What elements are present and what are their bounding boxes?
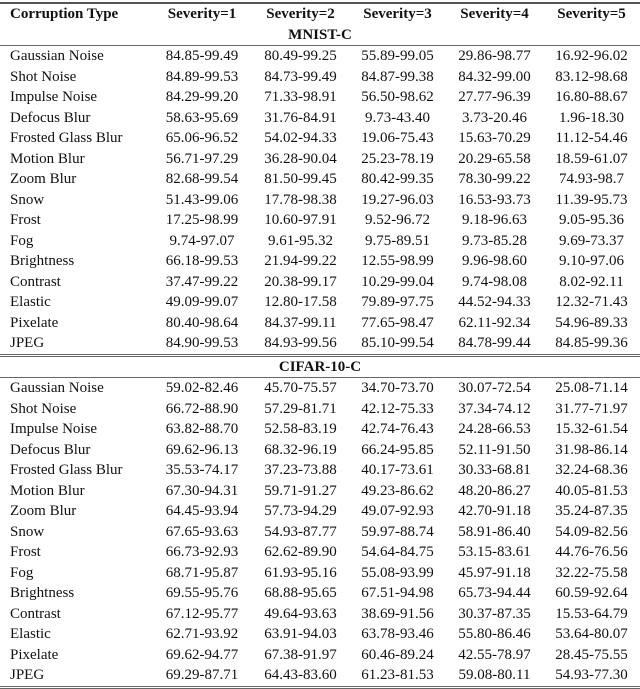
severity-5-cell: 31.77-71.97: [555, 400, 628, 417]
corruption-type-cell: Elastic: [10, 626, 51, 642]
severity-4-cell: 84.32-99.00: [458, 68, 531, 85]
severity-2-cell: 31.76-84.91: [264, 109, 337, 126]
table-row: [0, 604, 640, 625]
severity-5-cell: 8.02-92.11: [559, 273, 624, 290]
severity-1-cell: 84.85-99.49: [165, 48, 239, 64]
severity-1-cell: 66.18-99.53: [165, 253, 239, 269]
corruption-type-cell: Brightness: [10, 585, 75, 601]
severity-3-cell: 40.17-73.61: [361, 462, 434, 478]
corruption-type-cell: Impulse Noise: [10, 421, 98, 437]
severity-4-cell: 15.63-70.29: [458, 130, 531, 146]
table-row: [0, 542, 640, 563]
corruption-accuracy-table: [0, 2, 640, 689]
table-row: [0, 522, 640, 543]
section-title: MNIST-C: [0, 25, 640, 46]
table-row: [0, 292, 640, 313]
table-row: [0, 460, 640, 481]
severity-3-cell: 63.78-93.46: [361, 626, 434, 642]
severity-5-cell: 83.12-98.68: [555, 68, 628, 85]
corruption-type-cell: Shot Noise: [10, 400, 77, 417]
severity-2-cell: 81.50-99.45: [264, 171, 337, 187]
corruption-type-cell: Frost: [10, 544, 41, 560]
severity-3-cell: 19.06-75.43: [361, 130, 434, 146]
corruption-type-cell: Contrast: [10, 605, 61, 622]
table-row: [0, 169, 640, 190]
severity-5-cell: 25.08-71.14: [555, 380, 628, 396]
severity-5-cell: 44.76-76.56: [555, 544, 628, 560]
severity-4-cell: 9.18-96.63: [462, 212, 527, 228]
severity-3-cell: 55.89-99.05: [361, 48, 434, 64]
severity-2-cell: 61.93-95.16: [264, 564, 337, 581]
table-row: [0, 399, 640, 420]
severity-1-cell: 17.25-98.99: [165, 212, 239, 228]
severity-4-cell: 9.73-85.28: [462, 232, 527, 249]
severity-5-cell: 32.24-68.36: [555, 462, 628, 478]
severity-2-cell: 67.38-91.97: [264, 646, 337, 663]
severity-2-cell: 10.60-97.91: [264, 212, 337, 228]
severity-3-cell: 60.46-89.24: [361, 646, 434, 663]
severity-1-cell: 63.82-88.70: [165, 421, 239, 437]
severity-5-cell: 60.59-92.64: [555, 585, 628, 601]
table-row: [0, 419, 640, 440]
severity-2-cell: 45.70-75.57: [264, 380, 337, 396]
severity-3-cell: 84.87-99.38: [361, 68, 434, 85]
header-severity-4: Severity=4: [446, 3, 543, 25]
severity-1-cell: 66.73-92.93: [165, 544, 239, 560]
severity-1-cell: 56.71-97.29: [165, 150, 239, 167]
severity-2-cell: 59.71-91.27: [264, 482, 337, 499]
corruption-type-cell: Defocus Blur: [10, 441, 91, 458]
header-corruption-type: Corruption Type: [0, 3, 152, 25]
severity-5-cell: 84.85-99.36: [543, 333, 640, 355]
severity-1-cell: 59.02-82.46: [165, 380, 239, 396]
severity-4-cell: 30.37-87.35: [458, 605, 531, 622]
severity-3-cell: 42.74-76.43: [361, 421, 434, 437]
table-row: [0, 108, 640, 129]
corruption-type-cell: Fog: [10, 232, 34, 249]
severity-5-cell: 9.69-73.37: [559, 232, 624, 249]
severity-2-cell: 62.62-89.90: [264, 544, 337, 560]
corruption-type-cell: Fog: [10, 564, 34, 581]
severity-2-cell: 84.73-99.49: [264, 68, 337, 85]
severity-3-cell: 61.23-81.53: [349, 665, 446, 687]
severity-1-cell: 66.72-88.90: [165, 400, 239, 417]
severity-3-cell: 42.12-75.33: [361, 400, 434, 417]
severity-5-cell: 11.39-95.73: [555, 191, 628, 208]
severity-3-cell: 9.73-43.40: [365, 109, 430, 126]
severity-1-cell: 58.63-95.69: [165, 109, 239, 126]
severity-1-cell: 69.62-94.77: [165, 646, 239, 663]
severity-3-cell: 85.10-99.54: [349, 333, 446, 355]
severity-3-cell: 77.65-98.47: [361, 314, 434, 331]
severity-2-cell: 36.28-90.04: [264, 150, 337, 167]
severity-1-cell: 67.30-94.31: [165, 482, 239, 499]
severity-5-cell: 53.64-80.07: [555, 626, 628, 642]
severity-4-cell: 30.33-68.81: [458, 462, 531, 478]
severity-5-cell: 9.05-95.36: [559, 212, 624, 228]
severity-5-cell: 74.93-98.7: [559, 171, 624, 187]
corruption-type-cell: Pixelate: [10, 314, 59, 331]
table-row: [0, 190, 640, 211]
table-row: [0, 645, 640, 666]
severity-5-cell: 54.09-82.56: [555, 523, 628, 540]
severity-2-cell: 84.93-99.56: [252, 333, 349, 355]
corruption-type-cell: Defocus Blur: [10, 109, 91, 126]
severity-2-cell: 68.88-95.65: [264, 585, 337, 601]
severity-5-cell: 15.53-64.79: [555, 605, 628, 622]
severity-5-cell: 9.10-97.06: [559, 253, 624, 269]
table-row: [0, 481, 640, 502]
severity-2-cell: 52.58-83.19: [264, 421, 337, 437]
severity-4-cell: 27.77-96.39: [458, 89, 531, 105]
severity-5-cell: 31.98-86.14: [555, 441, 628, 458]
severity-4-cell: 42.70-91.18: [458, 503, 531, 519]
severity-2-cell: 54.93-87.77: [264, 523, 337, 540]
severity-2-cell: 84.37-99.11: [264, 314, 337, 331]
severity-1-cell: 65.06-96.52: [165, 130, 239, 146]
severity-1-cell: 35.53-74.17: [165, 462, 239, 478]
corruption-type-cell: Shot Noise: [10, 68, 77, 85]
corruption-type-cell: Snow: [10, 191, 45, 208]
severity-2-cell: 68.32-96.19: [264, 441, 337, 458]
severity-5-cell: 35.24-87.35: [555, 503, 628, 519]
severity-5-cell: 12.32-71.43: [555, 294, 628, 310]
severity-4-cell: 62.11-92.34: [458, 314, 531, 331]
severity-4-cell: 48.20-86.27: [458, 482, 531, 499]
severity-1-cell: 69.62-96.13: [165, 441, 239, 458]
severity-4-cell: 45.97-91.18: [458, 564, 531, 581]
severity-5-cell: 11.12-54.46: [555, 130, 628, 146]
severity-2-cell: 37.23-73.88: [264, 462, 337, 478]
table-row: [0, 624, 640, 645]
corruption-type-cell: Contrast: [10, 273, 61, 290]
severity-3-cell: 9.52-96.72: [365, 212, 430, 228]
table-row: [0, 440, 640, 461]
severity-2-cell: 57.73-94.29: [264, 503, 337, 519]
table-row: [0, 272, 640, 293]
severity-4-cell: 52.11-91.50: [458, 441, 531, 458]
severity-5-cell: 1.96-18.30: [559, 109, 624, 126]
severity-3-cell: 66.24-95.85: [361, 441, 434, 458]
corruption-type-cell: Elastic: [10, 294, 51, 310]
severity-1-cell: 69.29-87.71: [152, 665, 252, 687]
severity-1-cell: 51.43-99.06: [165, 191, 239, 208]
severity-1-cell: 84.89-99.53: [165, 68, 239, 85]
section-header-row: [0, 25, 640, 46]
severity-4-cell: 55.80-86.46: [458, 626, 531, 642]
severity-4-cell: 24.28-66.53: [458, 421, 531, 437]
table-row: [0, 149, 640, 170]
corruption-type-cell: Frosted Glass Blur: [10, 130, 123, 146]
severity-3-cell: 56.50-98.62: [361, 89, 434, 105]
corruption-type-cell: Pixelate: [10, 646, 59, 663]
corruption-type-cell: JPEG: [0, 665, 152, 687]
severity-1-cell: 68.71-95.87: [165, 564, 239, 581]
severity-3-cell: 49.23-86.62: [361, 482, 434, 499]
severity-3-cell: 80.42-99.35: [361, 171, 434, 187]
header-severity-2: Severity=2: [252, 3, 349, 25]
section-title: CIFAR-10-C: [0, 355, 640, 378]
severity-4-cell: 53.15-83.61: [458, 544, 531, 560]
severity-3-cell: 9.75-89.51: [365, 232, 430, 249]
severity-3-cell: 79.89-97.75: [361, 294, 434, 310]
severity-4-cell: 84.78-99.44: [446, 333, 543, 355]
table-row: [0, 563, 640, 584]
severity-4-cell: 3.73-20.46: [462, 109, 527, 126]
severity-5-cell: 40.05-81.53: [555, 482, 628, 499]
severity-4-cell: 78.30-99.22: [458, 171, 531, 187]
severity-2-cell: 12.80-17.58: [264, 294, 337, 310]
severity-1-cell: 9.74-97.07: [169, 232, 235, 249]
corruption-type-cell: Snow: [10, 523, 45, 540]
severity-4-cell: 59.08-80.11: [446, 665, 543, 687]
severity-5-cell: 16.92-96.02: [555, 48, 628, 64]
severity-1-cell: 49.09-99.07: [165, 294, 239, 310]
table-row: [0, 87, 640, 108]
severity-2-cell: 63.91-94.03: [264, 626, 337, 642]
severity-3-cell: 55.08-93.99: [361, 564, 434, 581]
severity-3-cell: 59.97-88.74: [361, 523, 434, 540]
severity-2-cell: 9.61-95.32: [268, 232, 333, 249]
severity-1-cell: 62.71-93.92: [165, 626, 239, 642]
table-row: [0, 128, 640, 149]
table-row: [0, 378, 640, 399]
header-row: [0, 3, 640, 25]
severity-5-cell: 16.80-88.67: [555, 89, 628, 105]
severity-1-cell: 64.45-93.94: [165, 503, 239, 519]
table-row: [0, 313, 640, 334]
severity-4-cell: 9.74-98.08: [462, 273, 527, 290]
severity-2-cell: 54.02-94.33: [264, 130, 337, 146]
corruption-type-cell: Zoom Blur: [10, 503, 77, 519]
severity-5-cell: 54.93-77.30: [543, 665, 640, 687]
table-row: [0, 583, 640, 604]
severity-5-cell: 54.96-89.33: [555, 314, 628, 331]
severity-3-cell: 49.07-92.93: [361, 503, 434, 519]
severity-2-cell: 71.33-98.91: [264, 89, 337, 105]
severity-4-cell: 30.07-72.54: [458, 380, 531, 396]
corruption-type-cell: Motion Blur: [10, 150, 85, 167]
severity-2-cell: 80.49-99.25: [264, 48, 337, 64]
severity-4-cell: 44.52-94.33: [458, 294, 531, 310]
severity-4-cell: 16.53-93.73: [458, 191, 531, 208]
corruption-type-cell: Gaussian Noise: [10, 48, 104, 64]
severity-4-cell: 37.34-74.12: [458, 400, 531, 417]
severity-1-cell: 67.12-95.77: [165, 605, 239, 622]
severity-3-cell: 67.51-94.98: [361, 585, 434, 601]
severity-2-cell: 20.38-99.17: [264, 273, 337, 290]
corruption-type-cell: Frosted Glass Blur: [10, 462, 123, 478]
severity-1-cell: 82.68-99.54: [165, 171, 239, 187]
table-row: [0, 46, 640, 67]
severity-4-cell: 20.29-65.58: [458, 150, 531, 167]
severity-3-cell: 34.70-73.70: [361, 380, 434, 396]
header-severity-3: Severity=3: [349, 3, 446, 25]
severity-4-cell: 65.73-94.44: [458, 585, 531, 601]
table-row: [0, 333, 640, 355]
severity-2-cell: 21.94-99.22: [264, 253, 337, 269]
corruption-type-cell: Motion Blur: [10, 482, 85, 499]
severity-1-cell: 80.40-98.64: [165, 314, 239, 331]
severity-1-cell: 84.90-99.53: [152, 333, 252, 355]
table-row: [0, 210, 640, 231]
severity-3-cell: 19.27-96.03: [361, 191, 434, 208]
corruption-type-cell: Zoom Blur: [10, 171, 77, 187]
corruption-type-cell: Brightness: [10, 253, 75, 269]
severity-3-cell: 54.64-84.75: [361, 544, 434, 560]
header-severity-1: Severity=1: [152, 3, 252, 25]
table-row: [0, 231, 640, 252]
severity-1-cell: 69.55-95.76: [165, 585, 239, 601]
severity-4-cell: 29.86-98.77: [458, 48, 531, 64]
severity-1-cell: 37.47-99.22: [165, 273, 239, 290]
severity-5-cell: 15.32-61.54: [555, 421, 628, 437]
header-severity-5: Severity=5: [543, 3, 640, 25]
table-row: [0, 501, 640, 522]
corruption-type-cell: JPEG: [0, 333, 152, 355]
severity-3-cell: 25.23-78.19: [361, 150, 434, 167]
severity-2-cell: 64.43-83.60: [252, 665, 349, 687]
table-row: [0, 251, 640, 272]
severity-1-cell: 84.29-99.20: [165, 89, 239, 105]
severity-4-cell: 42.55-78.97: [458, 646, 531, 663]
severity-4-cell: 9.96-98.60: [462, 253, 527, 269]
severity-3-cell: 38.69-91.56: [361, 605, 434, 622]
severity-5-cell: 32.22-75.58: [555, 564, 628, 581]
table-row: [0, 67, 640, 88]
severity-3-cell: 10.29-99.04: [361, 273, 434, 290]
severity-5-cell: 28.45-75.55: [555, 646, 628, 663]
corruption-type-cell: Frost: [10, 212, 41, 228]
section-header-row: [0, 355, 640, 378]
table-body: [0, 25, 640, 688]
corruption-type-cell: Impulse Noise: [10, 89, 98, 105]
severity-2-cell: 49.64-93.63: [264, 605, 337, 622]
severity-4-cell: 58.91-86.40: [458, 523, 531, 540]
corruption-type-cell: Gaussian Noise: [10, 380, 104, 396]
severity-2-cell: 57.29-81.71: [264, 400, 337, 417]
severity-3-cell: 12.55-98.99: [361, 253, 434, 269]
severity-2-cell: 17.78-98.38: [264, 191, 337, 208]
severity-5-cell: 18.59-61.07: [555, 150, 628, 167]
severity-1-cell: 67.65-93.63: [165, 523, 239, 540]
